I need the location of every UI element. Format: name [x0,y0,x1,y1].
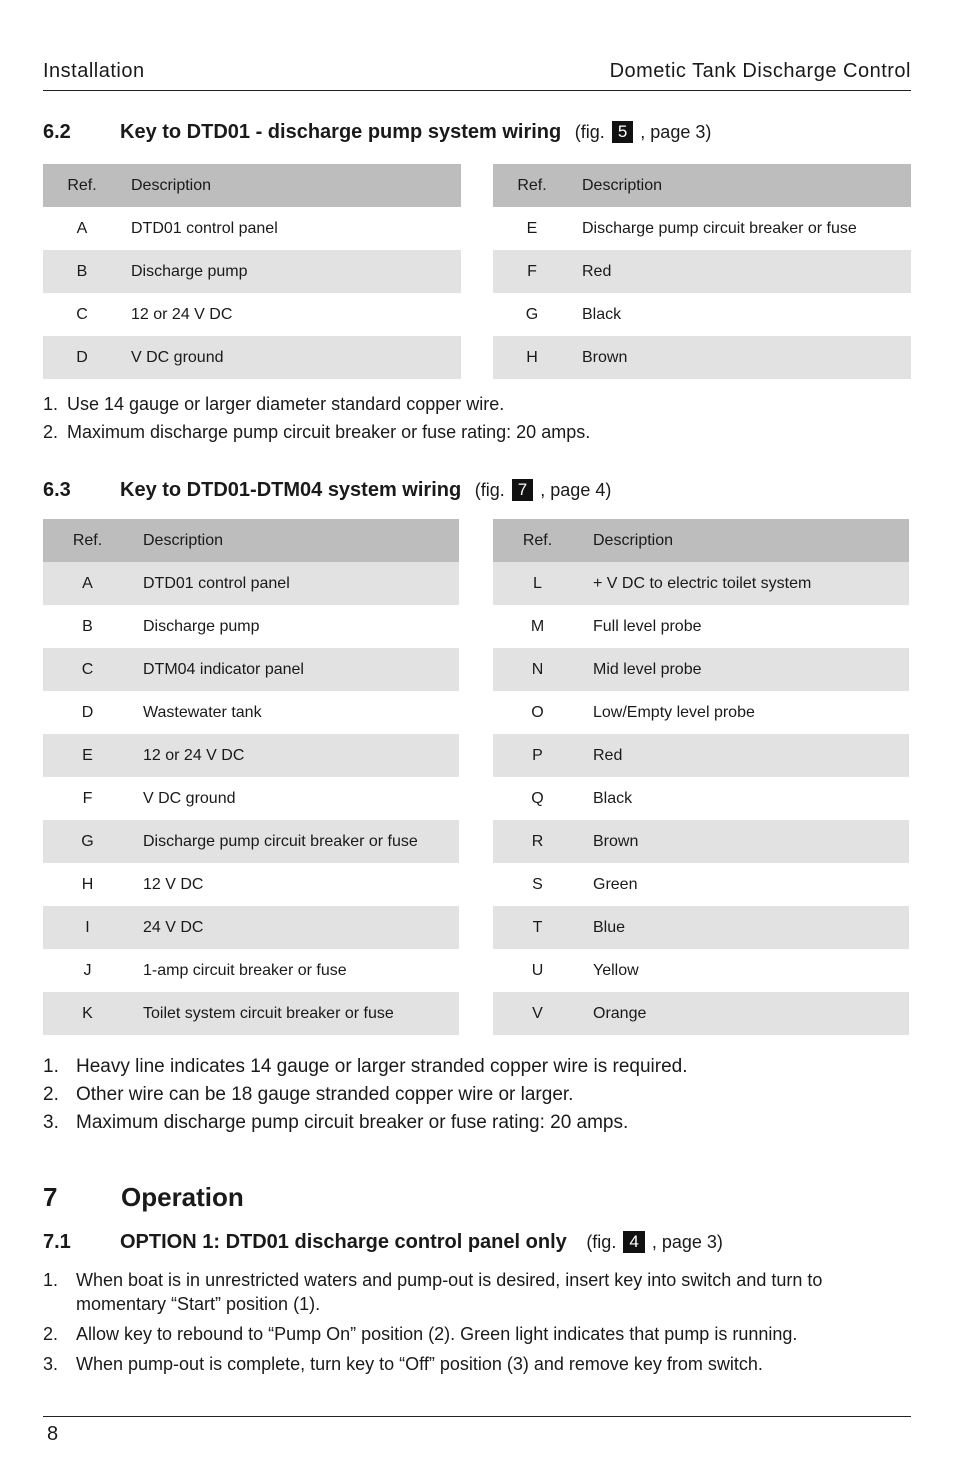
column-header-ref: Ref. [43,164,121,207]
ref-cell: L [493,562,582,605]
fig-suffix: , page 3) [651,1232,723,1252]
table-row [493,293,911,336]
description-cell: Mid level probe [582,648,909,691]
figure-number-badge: 7 [512,479,533,501]
table-row [493,820,909,863]
ref-cell: P [493,734,582,777]
table-row [493,207,911,250]
figure-reference [586,1232,723,1252]
table-header-row [493,519,909,562]
table-row [43,734,459,777]
table-row [43,207,461,250]
table-row [493,992,909,1035]
table-row [43,691,459,734]
list-item [43,1268,911,1322]
header-document-title: Dometic Tank Discharge Control [609,60,911,82]
step-number: 3. [43,1354,59,1374]
figure-reference [475,480,612,500]
description-cell: Brown [571,336,911,379]
table-row [43,293,461,336]
step-text: When pump-out is complete, turn key to “Off” position (3) and remove key from switch. [76,1354,763,1374]
table-header-row [43,164,461,207]
list-item [43,1056,688,1084]
note-text: Other wire can be 18 gauge stranded copper wire or larger. [76,1084,574,1105]
fig-prefix: (fig. [586,1232,617,1252]
description-cell: Wastewater tank [143,703,262,721]
note-number: 1. [43,394,59,414]
table-row [43,906,459,949]
step-number: 1. [43,1270,59,1290]
fig-prefix: (fig. [474,480,505,500]
column-header-description: Description [121,164,461,207]
ref-cell: G [525,305,539,323]
table-row [493,648,909,691]
description-cell: Red [571,250,911,293]
table-row [43,992,459,1035]
section-number: 6.2 [43,121,71,143]
column-header-description: Description [582,519,909,562]
table-row [43,777,459,820]
ref-cell: B [82,617,93,635]
ref-cell: K [43,992,132,1035]
section-title-text: Key to DTD01 - discharge pump system wiring [120,121,562,143]
note-number: 1. [43,1056,59,1077]
table-row [493,734,909,777]
description-cell: 12 or 24 V DC [131,305,233,323]
ref-cell: O [531,703,544,721]
figure-number-badge: 5 [612,121,633,143]
table-row [43,863,459,906]
table-row [43,949,459,992]
ref-cell: H [81,875,94,893]
page-number: 8 [47,1423,59,1445]
description-cell: Low/Empty level probe [593,703,755,721]
key-table-6-2-left [43,164,461,379]
table-row [43,562,459,605]
ref-cell: E [43,734,132,777]
description-cell: 12 V DC [143,875,204,893]
table-row [43,820,459,863]
description-cell: Black [593,789,633,807]
ref-cell: F [493,250,571,293]
description-cell: Full level probe [593,617,702,635]
key-table-6-2-right [493,164,911,379]
description-cell: DTD01 control panel [131,219,278,237]
description-cell: Toilet system circuit breaker or fuse [132,992,459,1035]
list-item [43,394,590,422]
description-cell: Green [593,875,638,893]
description-cell: V DC ground [143,789,236,807]
fig-prefix: (fig. [574,122,605,142]
section-number: 6.3 [43,479,71,501]
note-number: 2. [43,1084,59,1105]
description-cell: Discharge pump [121,250,461,293]
list-item [43,1084,688,1112]
description-cell: Discharge pump circuit breaker or fuse [582,219,857,237]
note-text: Maximum discharge pump circuit breaker or fuse rating: 20 amps. [67,422,591,442]
table-row [493,863,909,906]
ref-cell: D [43,336,121,379]
ref-cell: C [43,648,132,691]
ref-cell: M [530,617,545,635]
table-row [493,605,909,648]
note-text: Use 14 gauge or larger diameter standard copper wire. [67,394,505,414]
list-item [43,422,590,450]
table-row [493,777,909,820]
page-footer [43,1416,911,1445]
description-cell: Orange [582,992,909,1035]
ref-cell: I [43,906,132,949]
section-title [120,1231,723,1254]
table-row [43,605,459,648]
column-header-description: Description [132,519,459,562]
description-cell: V DC ground [121,336,461,379]
description-cell: Discharge pump circuit breaker or fuse [132,820,459,863]
ref-cell: F [82,789,93,807]
step-text: When boat is in unrestricted waters and pump-out is desired, insert key into switch and turn to momentary “Start” position (1). [76,1270,823,1314]
section-6-2-notes [43,394,590,450]
section-number: 7 [43,1182,58,1212]
description-cell: 24 V DC [132,906,459,949]
fig-suffix: , page 3) [640,122,712,142]
description-cell: DTM04 indicator panel [132,648,459,691]
section-title [120,121,711,144]
ref-cell: A [76,219,88,237]
header-section-label: Installation [43,60,145,82]
table-row [43,336,461,379]
column-header-description: Description [571,164,911,207]
list-item [43,1352,911,1382]
description-cell: Discharge pump [143,617,260,635]
table-row [493,336,911,379]
ref-cell: G [43,820,132,863]
section-6-3-notes [43,1056,688,1140]
section-title-text: OPTION 1: DTD01 discharge control panel only [120,1231,567,1253]
description-cell: Blue [582,906,909,949]
section-title-text: Key to DTD01-DTM04 system wiring [120,479,462,501]
ref-cell: C [76,305,88,323]
section-7-1-steps [43,1268,911,1382]
description-cell: + V DC to electric toilet system [582,562,909,605]
table-row [493,250,911,293]
ref-cell: J [83,961,92,979]
note-text: Heavy line indicates 14 gauge or larger stranded copper wire is required. [76,1056,688,1077]
table-row [493,691,909,734]
ref-cell: E [526,219,538,237]
column-header-ref: Ref. [493,164,571,207]
description-cell: Red [582,734,909,777]
description-cell: 12 or 24 V DC [132,734,459,777]
ref-cell: U [531,961,544,979]
figure-reference [575,122,712,142]
column-header-ref: Ref. [493,519,582,562]
description-cell: Black [582,305,622,323]
fig-suffix: , page 4) [540,480,612,500]
table-row [493,562,909,605]
ref-cell: H [493,336,571,379]
description-cell: DTD01 control panel [132,562,459,605]
ref-cell: N [493,648,582,691]
description-cell: Brown [582,820,909,863]
section-title: Operation [121,1182,244,1212]
list-item [43,1322,911,1352]
step-text: Allow key to rebound to “Pump On” position (2). Green light indicates that pump is running. [76,1324,798,1344]
note-number: 3. [43,1112,59,1133]
ref-cell: D [81,703,94,721]
table-header-row [493,164,911,207]
section-title [120,479,611,502]
ref-cell: S [532,875,543,893]
table-row [43,250,461,293]
ref-cell: B [43,250,121,293]
table-header-row [43,519,459,562]
description-cell: 1-amp circuit breaker or fuse [143,961,347,979]
column-header-ref: Ref. [43,519,132,562]
table-row [493,906,909,949]
ref-cell: Q [531,789,544,807]
key-table-6-3-left [43,519,459,1035]
page-header [43,58,911,91]
list-item [43,1112,688,1140]
ref-cell: A [43,562,132,605]
ref-cell: T [493,906,582,949]
ref-cell: R [493,820,582,863]
ref-cell: V [493,992,582,1035]
table-row [43,648,459,691]
note-number: 2. [43,422,59,442]
description-cell: Yellow [593,961,639,979]
section-number: 7.1 [43,1231,71,1253]
step-number: 2. [43,1324,59,1344]
note-text: Maximum discharge pump circuit breaker or fuse rating: 20 amps. [76,1112,629,1133]
figure-number-badge: 4 [623,1231,644,1253]
table-row [493,949,909,992]
key-table-6-3-right [493,519,909,1035]
